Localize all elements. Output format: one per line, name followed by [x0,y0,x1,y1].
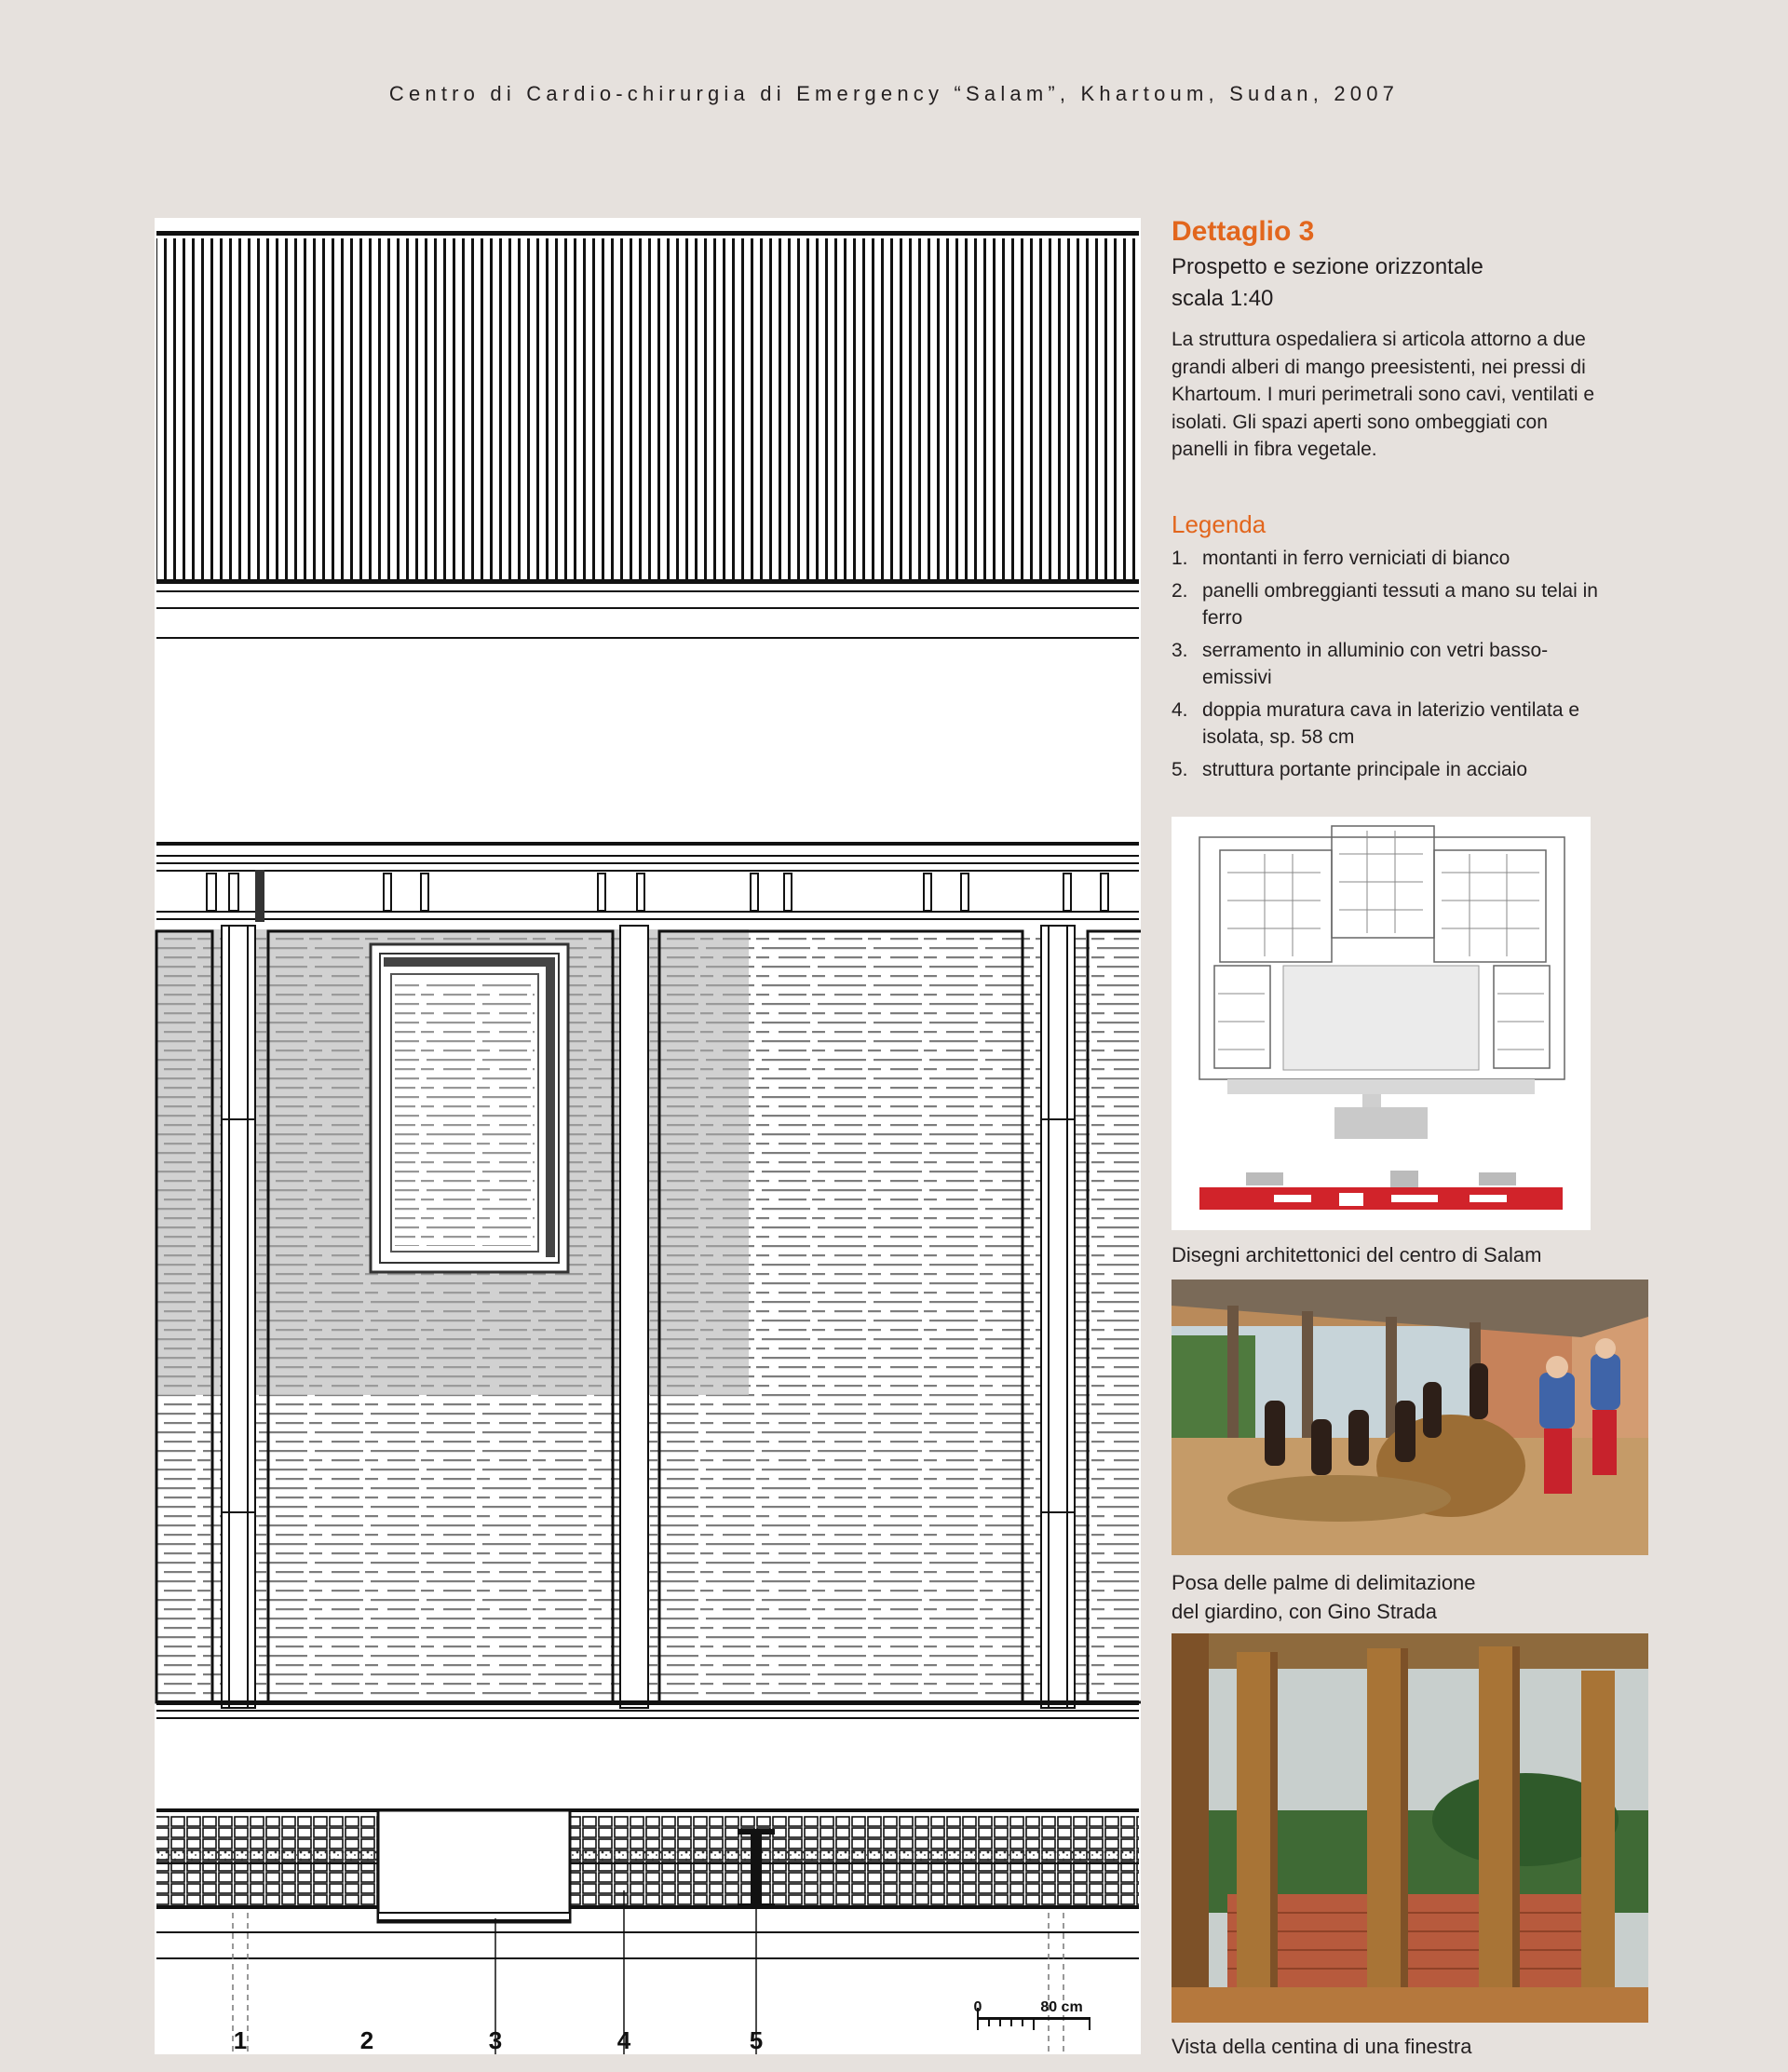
legend-item-number: 5. [1172,758,1188,780]
callout-3: 3 [488,2026,503,2054]
legend-item [1172,756,1600,783]
wall-elevation [156,926,1141,1719]
callout-4: 4 [616,2026,631,2054]
legend-item-text: struttura portante principale in acciaio [1202,758,1528,780]
legend-item [1172,577,1600,631]
legend-item-number: 2. [1172,579,1188,602]
legend-item [1172,545,1600,572]
legend-item-number: 4. [1172,698,1188,721]
legend-list [1172,545,1600,783]
legend-item-text: doppia muratura cava in laterizio ventilata e isolata, sp. 58 cm [1202,698,1580,748]
callout-1: 1 [233,2026,248,2054]
scale-bar [974,1999,1090,2030]
legend-item-text: montanti in ferro verniciati di bianco [1202,547,1510,569]
page-header: Centro di Cardio-chirurgia di Emergency “Salam”, Khartoum, Sudan, 2007 [388,82,1400,105]
beam-band [156,842,1139,922]
detail-subtitle: Prospetto e sezione orizzontale [1172,254,1483,279]
legend-item-text: serramento in alluminio con vetri basso-emissivi [1202,639,1549,688]
callout-2: 2 [359,2026,374,2054]
legend-item-text: panelli ombreggianti tessuti a mano su telai in ferro [1202,579,1598,629]
detail-text-column [1172,214,1600,789]
legend-title: Legenda [1172,509,1266,538]
caption-palms-line-1: Posa delle palme di delimitazione [1172,1571,1476,1594]
caption-plans: Disegni architettonici del centro di Salam [1172,1243,1542,1266]
shading-panel-elevation [156,231,1139,639]
caption-window: Vista della centina di una finestra [1172,2035,1472,2058]
legend-item [1172,637,1600,691]
window-formwork-photo [1172,1633,1648,2023]
callout-5: 5 [749,2026,764,2054]
technical-drawing [155,218,1141,2054]
detail-title: Dettaglio 3 [1172,216,1315,247]
scale-start-label: 0 [973,1999,982,2015]
callout-numbers [234,2026,763,2054]
plan-drawing-image [1172,817,1591,1230]
caption-palms [1172,1568,1476,1626]
palm-planting-photo [1172,1280,1648,1555]
detail-scale: scala 1:40 [1172,286,1274,311]
legend-item-number: 3. [1172,639,1188,661]
legend-item [1172,697,1600,751]
scale-end-label: 80 cm [1040,1999,1083,2015]
detail-description: La struttura ospedaliera si articola attorno a due grandi alberi di mango preesistenti, nei pressi di Khartoum. I muri perimetrali sono cavi, ventilati e isolati. Gli spazi aperti sono ombeggiati con panelli in fibra vegetale. [1172,329,1595,460]
legend-item-number: 1. [1172,547,1188,569]
caption-palms-line-2: del giardino, con Gino Strada [1172,1600,1437,1623]
